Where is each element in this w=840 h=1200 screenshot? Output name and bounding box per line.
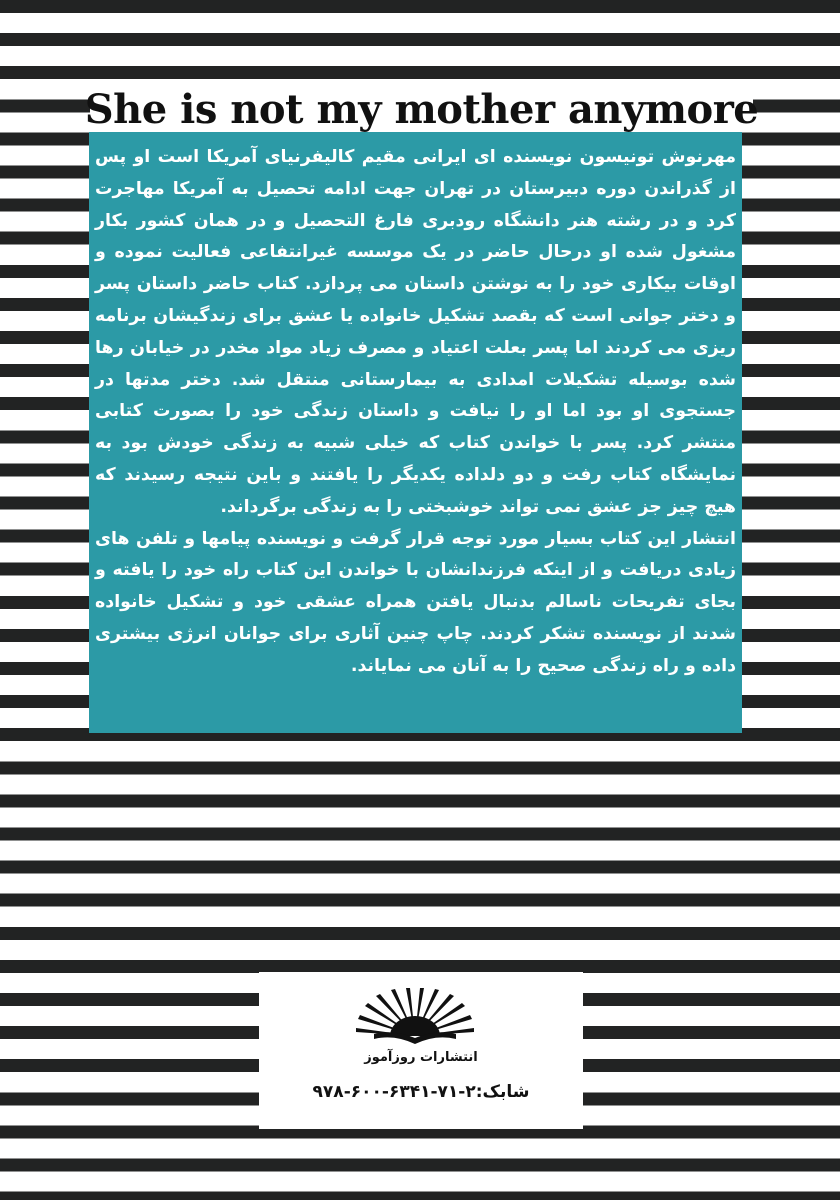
- title-band: [84, 85, 759, 133]
- rising-sun-book-icon: [352, 988, 478, 1044]
- publisher-name: انتشارات روزآموز: [364, 1050, 478, 1065]
- description-paragraph-2: انتشار این کتاب بسیار مورد توجه قرار گرفت و نویسنده پیامها و تلفن های زیادی دریافت و از اینکه فرزندانشان با خواندن این کتاب راه خود را یافته و بجای تفریحات ناسالم بدنبال یافتن همراه عشقی خود و تشکیل خانواده شدند از نویسنده تشکر کردند. چاپ چنین آثاری برای جوانان انرژی بیشتری داده و راه زندگی صحیح را به آنان می نمایاند.: [95, 528, 736, 676]
- book-title: She is not my mother anymore: [84, 85, 759, 133]
- description-panel: [89, 132, 742, 733]
- isbn: شابک:۲-۷۱-۶۳۴۱-۶۰۰-۹۷۸: [312, 1082, 530, 1102]
- publisher-box: [259, 972, 583, 1129]
- description-paragraph-1: مهرنوش تونیسون نویسنده ای ایرانی مقیم کالیفرنیای آمریکا است او پس از گذراندن دوره دبیرستان در تهران جهت ادامه تحصیل به آمریکا مهاجرت کرد و در رشته هنر دانشگاه رودبری فارغ التحصیل و در همان کشور بکار مشغول شده او درحال حاضر در یک موسسه غیرانتفاعی فعالیت نموده و اوقات بیکاری خود را به نوشتن داستان می پردازد. کتاب حاضر داستان پسر و دختر جوانی است که بقصد تشکیل خانواده یا عشق برای زندگیشان برنامه ریزی می کردند اما پسر بعلت اعتیاد و مصرف زیاد مواد مخدر در خیابان رها شده بوسیله تشکیلات امدادی به بیمارستانی منتقل شد. دختر مدتها در جستجوی او بود اما او را نیافت و داستان زندگی خود را بصورت کتابی منتشر کرد. پسر با خواندن کتاب که خیلی شبیه به زندگی خودش بود به نمایشگاه کتاب رفت و دو دلداده یکدیگر را یافتند و باین نتیجه رسیدند که هیچ چیز جز عشق نمی تواند خوشبختی را به زندگی برگرداند.: [95, 147, 736, 517]
- description-text: [95, 142, 736, 683]
